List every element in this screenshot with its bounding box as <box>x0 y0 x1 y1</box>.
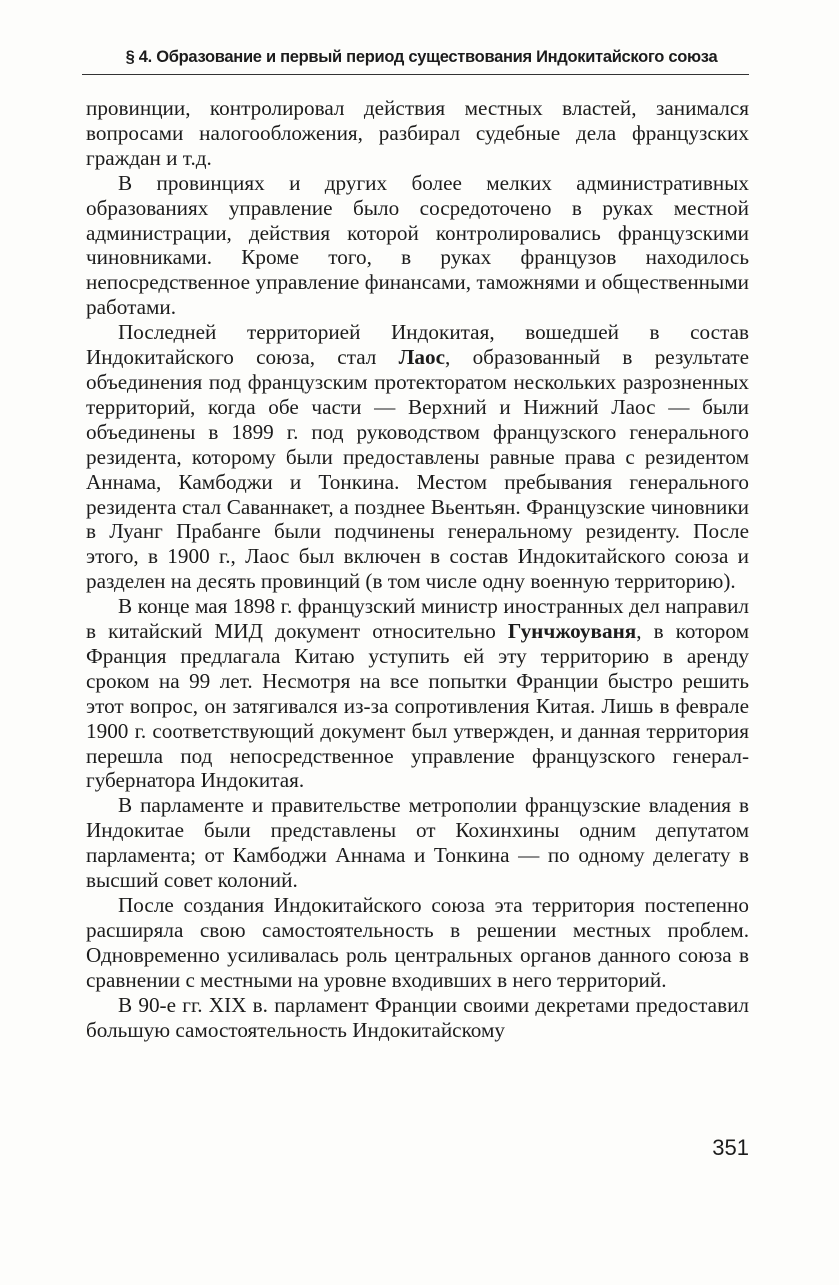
page-number: 351 <box>712 1135 749 1160</box>
paragraph-4-guangzhouwan <box>86 594 749 793</box>
paragraph-6: После создания Индокитайского союза эта территория постепенно расширяла свою самостоятельность в решении местных проблем. Одновременно усиливалась роль центральных органов данного союза в сравнении с местными на уровне входивших в него территорий. <box>86 893 749 992</box>
paragraph-4-text-after: , в котором Франция предлагала Китаю уступить ей эту территорию в аренду сроком на 99 лет. Несмотря на все попытки Франции быстро решить этот вопрос, он затягивался из-за сопротивления Китая. Лишь в феврале 1900 г. соответствующий документ был утвержден, и данная территория перешла под непосредственное управление французского генерал-губернатора Индокитая. <box>86 619 749 793</box>
paragraph-2: В провинциях и других более мелких административных образованиях управление было сосредоточено в руках местной администрации, действия которой контролировались французскими чиновниками. Кроме того, в руках французов находилось непосредственное управление финансами, таможнями и общественными работами. <box>86 170 749 320</box>
paragraph-5: В парламенте и правительстве метрополии французские владения в Индокитае были представлены от Кохинхины одним депутатом парламента; от Камбоджи Аннама и Тонкина — по одному делегату в высший совет колоний. <box>86 793 749 893</box>
paragraph-7: В 90-е гг. XIX в. парламент Франции своими декретами предоставил большую самостоятельность Индокитайскому <box>86 992 749 1042</box>
term-laos: Лаос <box>398 345 446 370</box>
running-header: § 4. Образование и первый период существования Индокитайского союза <box>125 48 718 66</box>
paragraph-3-text-after: , образованный в результате объединения под французским протекторатом нескольких разрозненных территорий, когда обе части — Верхний и Нижний Лаос — были объединены в 1899 г. под руководством французского генерального резидента, которому были предоставлены равные права с резидентом Аннама, Камбоджи и Тонкина. Местом пребывания генерального резидента стал Саваннакет, а позднее Вьентьян. Французские чиновники в Луанг Прабанге были подчинены генеральному резиденту. После этого, в 1900 г., Лаос был включен в состав Индокитайского союза и разделен на десять провинций (в том числе одну военную территорию). <box>86 345 750 594</box>
paragraph-4-text-before: В конце мая 1898 г. французский министр иностранных дел направил в китайский МИД документ относительно <box>86 594 749 644</box>
term-guangzhouwan: Гунчжоуваня <box>507 619 637 644</box>
paragraph-3-text-before: Последней территорией Индокитая, вошедшей в состав Индокитайского союза, стал <box>86 320 749 370</box>
paragraph-1: провинции, контролировал действия местных властей, занимался вопросами налогообложения, разбирал судебные дела французских граждан и т.д. <box>86 96 749 170</box>
header-rule <box>82 74 749 75</box>
body-text <box>86 96 749 1042</box>
paragraph-3-laos <box>86 320 749 594</box>
